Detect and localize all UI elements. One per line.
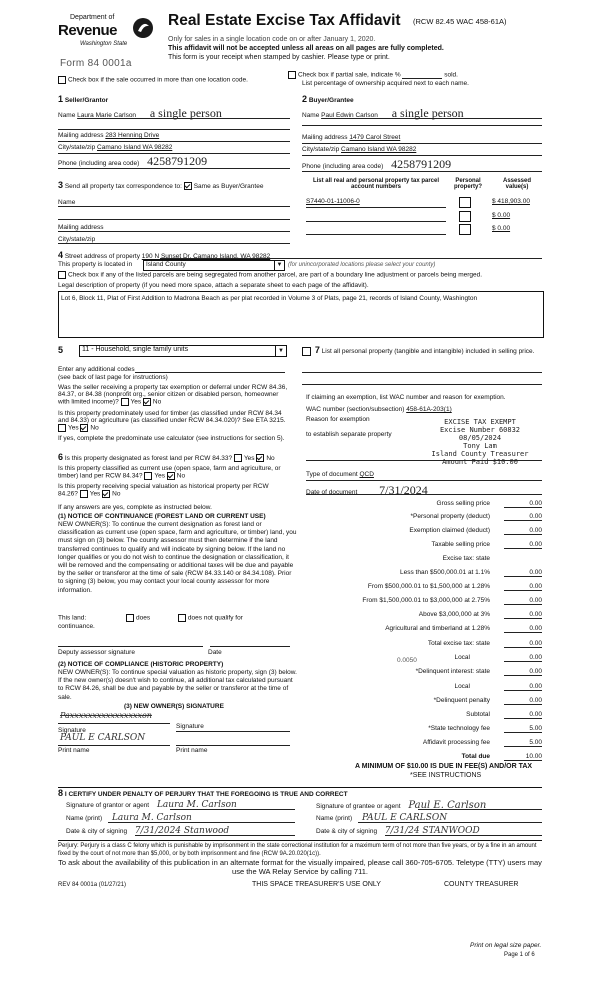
page-title: Real Estate Excise Tax Affidavit [168,12,401,29]
personal-property-checkbox-1[interactable] [459,197,471,208]
fee-value[interactable]: 10.00 [504,753,542,761]
fee-label: Affidavit processing fee [422,739,490,746]
rev-number: REV 84 0001a (01/27/21) [58,882,127,888]
fee-value[interactable]: 0.00 [504,668,542,676]
buyer-num: 2 [302,94,308,104]
section7-label: List all personal property (tangible and intangible) included in selling price. [321,348,535,355]
fee-label: *Delinquent interest: state [415,668,490,675]
notice1-text: NEW OWNER(S): To continue the current designation as forest land or classification as current use (open space, farm and agriculture, or timber) land, you must sign on (3) below. The county assessor must then determine if the land transferred continues to qualify and will indicate by signing below. If the land no longer qualifies or you do not wish to continue the designation or classification, it will be removed and the compensating or additional taxes will be due and payable by the seller or transferor at the time of sale (RCW 84.33.140 or 84.34.108). Prior to signing (3) below, you may contact your local county assessor for more information. [58,521,297,594]
located-label: This property is located in [58,261,133,268]
q2-yes-label: Yes [68,424,79,432]
redacted-owner-signature: Paxxxxxxxxxxxxxxxxon [60,711,152,720]
buyer-name-line-2[interactable] [302,125,542,126]
section6-q1-text: Is this property designated as forest land per RCW 84.33? [64,455,233,462]
rcw-reference: (RCW 82.45 WAC 458-61A) [413,17,507,26]
section3-label: Send all property tax correspondence to: [64,183,182,190]
treasurer-stamp [410,418,550,466]
section5-q1-text: Was the seller receiving a property tax exemption or deferral under RCW 84.36, 84.37, or 84.38 (nonprofit org., senior citizen or disabled person, homeowner with limited income)? [58,384,288,406]
owner-signature-label-2: Signature [176,723,204,730]
deputy-signature-field[interactable] [58,646,203,647]
fee-value[interactable]: 0.00 [504,611,542,619]
q1-yes-checkbox[interactable] [121,398,129,406]
fee-label: *Personal property (deduct) [410,513,490,520]
buyer-phone-row [302,157,451,172]
fee-value[interactable]: 0.00 [504,500,542,508]
header-note-3-text: This form is your receipt when stamped by cashier. Please type or print. [168,54,390,61]
if-yes-note: If any answers are yes, complete as instructed below. [58,504,212,511]
grantor-print-label: Name (print) [66,815,103,822]
section3-city-label: City/state/zip [58,236,96,243]
current-use-yes-label: Yes [154,472,165,480]
section3-heading [58,180,263,190]
multi-location-label: Check box if the sale occurred in more than one location code. [68,76,248,84]
fee-label: Less than $500,000.01 at 1.1% [400,569,490,576]
seller-city-row [58,144,172,151]
logo-swirl-icon [132,17,154,39]
seller-mail-row [58,132,159,139]
q2-yes-checkbox[interactable] [58,424,66,432]
section6-q3 [58,483,290,498]
notice1-title: (1) NOTICE OF CONTINUANCE (FOREST LAND OR CURRENT USE) [58,513,266,520]
header-note-1: Only for sales in a single location code on or after January 1, 2020. [168,36,376,43]
fee-label: Excise tax: state [442,555,490,562]
this-land-label: This land: [58,614,87,622]
county-hint: (for unincorporated locations please select your county) [288,262,436,268]
fee-value[interactable]: 0.00 [504,541,542,549]
revenue-label: Revenue [58,22,118,39]
grantee-date-value[interactable]: 7/31/24 STANWOOD [384,826,480,836]
section8-heading-text: I CERTIFY UNDER PENALTY OF PERJURY THAT THE FOREGOING IS TRUE AND CORRECT [64,791,348,798]
section6-q1 [58,452,290,462]
legal-description-text: Lot 6, Block 11, Plat of First Addition to Madrona Beach as per plat recorded in Volume 3 of Plats, page 21, records of Island County, Washington [61,295,478,302]
segregated-checkbox[interactable] [58,271,66,279]
doc-type-row [306,471,374,478]
buyer-name-label: Name [302,112,320,119]
multi-location-check[interactable] [58,76,248,84]
continuance-label: continuance. [58,623,95,630]
minimum-note: A MINIMUM OF $10.00 IS DUE IN FEE(S) AND/OR TAX [355,763,533,770]
stamp-line-3: 08/05/2024 [458,434,502,442]
same-as-buyer-checkbox[interactable] [184,182,192,190]
buyer-city-value[interactable]: Camano Island WA 98282 [341,146,417,153]
buyer-phone-value[interactable]: 4258791209 [391,157,452,171]
seller-phone-row [58,154,207,169]
county-select-value: Island County [146,261,186,268]
seller-mail-value[interactable]: 283 Henning Drive [105,132,160,139]
dor-logo [58,14,163,62]
header-note-3 [168,54,390,61]
fee-value[interactable]: 0.00 [504,625,542,633]
local-rate: 0.0050 [397,657,417,664]
seller-name-handwritten: a single person [149,106,222,120]
see-instructions: *SEE INSTRUCTIONS [410,772,482,779]
fee-label: *State technology fee [428,725,490,732]
deputy-date-label: Date [208,649,222,656]
historic-yes-label: Yes [89,490,101,498]
wac-value[interactable]: 458-61A-203(1) [406,406,452,413]
sold-label: sold. [444,71,458,79]
use-code-select[interactable] [79,345,287,357]
seller-name-value[interactable]: Laura Marie Carlson [77,112,137,119]
seller-phone-value[interactable]: 4258791209 [147,154,208,168]
personal-property-checkbox-2[interactable] [459,211,471,222]
section6-num: 6 [58,452,64,462]
fee-value[interactable]: 0.00 [504,597,542,605]
personal-property-checkbox-3[interactable] [459,224,471,235]
grantor-print-value[interactable]: Laura M. Carlson [111,813,192,823]
grantee-print-label: Name (print) [316,815,353,822]
section6-q2 [58,465,290,480]
seller-phone-label: Phone (including area code) [58,160,140,167]
see-back-label: (see back of last page for instructions) [58,374,168,381]
owner-print-name-field-2[interactable] [176,745,290,746]
form-number: Form 84 0001a [60,58,132,69]
owner-signature-field-1[interactable] [58,723,170,724]
q1-no-checkbox[interactable] [143,398,151,406]
historic-no-label: No [112,490,121,498]
grantee-sig-label: Signature of grantee or agent [316,803,401,810]
forest-yes-label: Yes [243,455,255,462]
doc-type-value[interactable]: QCD [359,471,374,478]
legal-paper-note: Print on legal size paper. [470,942,542,949]
current-use-yes-checkbox[interactable] [144,472,152,480]
section3-name-field[interactable] [58,206,290,207]
print-name-label-2: Print name [176,747,208,754]
section3-name-field-2[interactable] [58,219,290,220]
seller-heading [58,94,108,104]
q2-no-checkbox[interactable] [80,424,88,432]
grantor-date-value[interactable]: 7/31/2024 Stanwood [134,826,230,836]
fee-label: Gross selling price [436,500,490,507]
wa-state-label: Washington State [80,41,128,47]
doc-date-row [306,483,428,498]
section5-num: 5 [58,345,64,355]
additional-codes-label: Enter any additional codes [58,366,135,373]
legal-label: Legal description of property (if you need more space, attach a separate sheet to each page of the affidavit). [58,282,369,289]
segregated-label: Check box if any of the listed parcels are being segregated from another parcel, are part of a boundary line adjustment or parcels being merged. [68,271,483,279]
section7-checkbox[interactable] [302,347,311,356]
fee-value[interactable]: 5.00 [504,739,542,747]
use-code-value: 11 - Household, single family units [82,346,189,353]
alt-format-note: To ask about the availability of this publication in an alternate format for the visually impaired, please call 360-705-6705. Teletype (TTY) users may use the WA Relay Service by calling 711. [58,858,542,876]
street-label: Street address of property [64,253,140,260]
fee-value[interactable]: 0.00 [504,583,542,591]
partial-sale-pct-field[interactable] [402,78,442,79]
fee-value[interactable]: 0.00 [504,640,542,648]
buyer-name-value[interactable]: Paul Edwin Carlson [321,112,378,119]
perjury-text: Perjury: Perjury is a class C felony which is punishable by imprisonment in the state correctional institution for a maximum term of not more than five years, or by a fine in an amount fixed by the court of not more than $5,000, or by both imprisonment and fine (RCW 9A.20.020(1c)). [58,843,537,857]
partial-sale-label: Check box if partial sale, indicate % [298,71,401,79]
buyer-city-row [302,146,416,153]
pct-ownership-note: List percentage of ownership acquired next to each name. [302,80,469,87]
street-value[interactable]: 190 N Sunset Dr, Camano Island, WA 98282 [141,253,271,260]
same-as-buyer-label: Same as Buyer/Grantee [193,183,264,190]
stamp-line-6: Amount Paid $10.00 [442,458,518,466]
assessed-value-1[interactable]: $ 418,903.00 [492,198,530,205]
fee-label: Total due [461,753,490,760]
q1-no-label: No [152,398,162,406]
section5-q2-text: Is this property predominately used for timber (as classified under RCW 84.34 and 84.33) or agriculture (as classified under RCW 84.34.020)? See ETA 3215. [58,410,286,424]
county-select[interactable] [143,260,285,271]
buyer-city-label: City/state/zip [302,146,340,153]
forest-yes-checkbox[interactable] [234,454,242,462]
section7-row [302,345,542,356]
seller-name-row [58,106,290,121]
assessed-value-3[interactable]: $ 0.00 [492,225,511,232]
notice3-title: (3) NEW OWNER(S) SIGNATURE [124,703,224,710]
fee-label: From $1,500,000.01 to $3,000,000 at 2.75% [362,597,490,604]
reason-value[interactable]: to establish separate property [306,431,392,438]
fee-label: *Delinquent penalty [433,697,490,704]
forest-no-label: No [266,455,275,462]
county-treasurer-label: COUNTY TREASURER [444,881,519,888]
section6-q3-text: Is this property receiving special valuation as historical property per RCW 84.26? [58,483,269,498]
parcel-header-personal: Personal property? [453,178,482,190]
partial-sale-check[interactable] [288,71,458,79]
owner-signature-label-1: Signature [58,727,86,734]
fee-value[interactable]: 0.00 [504,513,542,521]
located-row [58,261,132,268]
parcel-number-3[interactable] [306,234,446,235]
fee-value[interactable]: 0.00 [504,527,542,535]
doc-type-label: Type of document [306,471,358,478]
grantor-date-label: Date & city of signing [66,828,128,835]
buyer-heading [302,94,354,104]
fee-value[interactable]: 5.00 [504,725,542,733]
fee-label: Subtotal [466,711,490,718]
parcel-number-1[interactable]: S7440-01-11006-0 [306,198,360,205]
historic-no-checkbox[interactable] [102,490,110,498]
fee-label: Above $3,000,000 at 3% [418,611,490,618]
parcel-number-2[interactable] [306,221,446,222]
owner-signature-field-2[interactable] [176,731,290,732]
does-not-label: does not qualify for [187,614,243,622]
section3-mail-field[interactable] [58,231,290,232]
wac-label: WAC number (section/subsection) [306,406,405,413]
treasurer-use-only: THIS SPACE TREASURER'S USE ONLY [252,881,381,888]
seller-mail-label: Mailing address [58,132,104,139]
buyer-mail-label: Mailing address [302,134,348,141]
section3-num: 3 [58,180,64,190]
buyer-heading-label: Buyer/Grantee [308,97,354,104]
buyer-phone-label: Phone (including area code) [302,163,384,170]
doc-date-value[interactable]: 7/31/2024 [379,483,428,497]
buyer-name-handwritten: a single person [391,106,464,120]
stamp-line-1: EXCISE TAX EXEMPT [444,418,516,426]
section8-heading [58,787,542,798]
stamp-line-5: Island County Treasurer [431,450,529,458]
fee-value[interactable]: 0.00 [504,711,542,719]
current-use-no-checkbox[interactable] [167,472,175,480]
dept-of-label: Department of [70,14,115,21]
page-number: Page 1 of 6 [504,952,535,958]
section3-city-field[interactable] [58,243,290,244]
seller-city-label: City/state/zip [58,144,96,151]
section5-q2 [58,410,290,432]
continuance-row [58,614,298,622]
grantee-signature[interactable]: Paul E. Carlson [408,800,487,811]
personal-property-list-field[interactable] [302,372,542,373]
additional-codes-field[interactable] [135,372,285,373]
does-label: does [136,614,151,622]
fee-label: Local [454,683,470,690]
fee-label: Total excise tax: state [427,640,490,647]
section5-q1 [58,384,290,406]
fee-value[interactable]: 0.00 [504,697,542,705]
fee-label: Taxable selling price [431,541,490,548]
header-note-2: This affidavit will not be accepted unless all areas on all pages are fully completed. [168,45,444,52]
owner-printed-name: PAUL E CARLSON [60,733,146,743]
personal-property-list-field-2[interactable] [302,384,542,385]
grantee-print-value[interactable]: PAUL E CARLSON [361,813,448,823]
stamp-line-4: Tony Lam [463,442,497,450]
legal-description-field[interactable] [58,291,544,338]
fee-value[interactable]: 0.00 [504,654,542,662]
fee-value[interactable]: 0.00 [504,683,542,691]
parcel-header-accounts: List all real and personal property tax parcel account numbers [312,178,440,190]
assessed-value-2[interactable]: $ 0.00 [492,212,511,219]
stamp-line-2: Excise Number 60832 [439,426,521,434]
segregated-row [58,271,482,279]
notice2-text: NEW OWNER(S): To continue special valuation as historic property, sign (3) below. If the new owner(s) doesn't wish to continue, all additional tax calculated pursuant to RCW 84.26, shall be due and payable by the seller or transferor at the time of sale. [58,669,297,701]
grantor-signature[interactable]: Laura M. Carlson [156,800,237,810]
q2-no-label: No [90,424,99,432]
historic-yes-checkbox[interactable] [80,490,88,498]
section7-num: 7 [314,345,320,355]
print-name-label-1: Print name [58,747,90,754]
notice2-title: (2) NOTICE OF COMPLIANCE (HISTORIC PROPERTY) [58,661,224,668]
buyer-mail-value[interactable]: 1479 Carol Street [349,134,401,141]
fee-label: Agricultural and timberland at 1.28% [385,625,490,632]
forest-no-checkbox[interactable] [256,454,264,462]
buyer-name-row [302,106,542,121]
seller-num: 1 [58,94,64,104]
deputy-label: Deputy assessor signature [58,649,135,656]
wac-row [306,406,452,413]
does-checkbox[interactable] [126,614,134,622]
multi-location-checkbox[interactable] [58,76,66,84]
fee-label: From $500,000.01 to $1,500,000 at 1.28% [367,583,490,590]
deputy-date-field[interactable] [210,646,290,647]
partial-sale-checkbox[interactable] [288,71,296,79]
seller-name-line-2[interactable] [58,129,290,130]
section8-num: 8 [58,788,64,798]
q1-yes-label: Yes [130,398,142,406]
fee-value[interactable]: 0.00 [504,569,542,577]
doc-date-label: Date of document [306,489,358,496]
seller-heading-label: Seller/Grantor [64,97,109,104]
section3-mail-label: Mailing address [58,224,104,231]
grantee-date-label: Date & city of signing [316,828,378,835]
seller-city-value[interactable]: Camano Island WA 98282 [97,144,173,151]
grantor-sig-label: Signature of grantor or agent [66,802,150,809]
section4-num: 4 [58,250,64,260]
seller-name-label: Name [58,112,76,119]
buyer-mail-row [302,134,400,141]
chevron-down-icon[interactable]: ▼ [274,261,284,270]
current-use-no-label: No [176,472,186,480]
reason-label: Reason for exemption [306,416,370,423]
exemption-label: If claiming an exemption, list WAC number and reason for exemption. [306,394,506,401]
section3-name-label: Name [58,199,76,206]
fee-label: Local [454,654,470,661]
section6-q2-text: Is this property classified as current use (open space, farm and agriculture, or timber) land per RCW 84.34? [58,465,281,480]
section5-q2b: If yes, complete the predominate use calculator (see instructions for section 5). [58,435,285,442]
perjury-note [58,840,542,858]
fee-label: Exemption claimed (deduct) [409,527,490,534]
chevron-down-icon[interactable]: ▼ [275,346,286,356]
parcel-header-assessed: Assessed value(s) [502,178,532,190]
does-not-checkbox[interactable] [178,614,186,622]
